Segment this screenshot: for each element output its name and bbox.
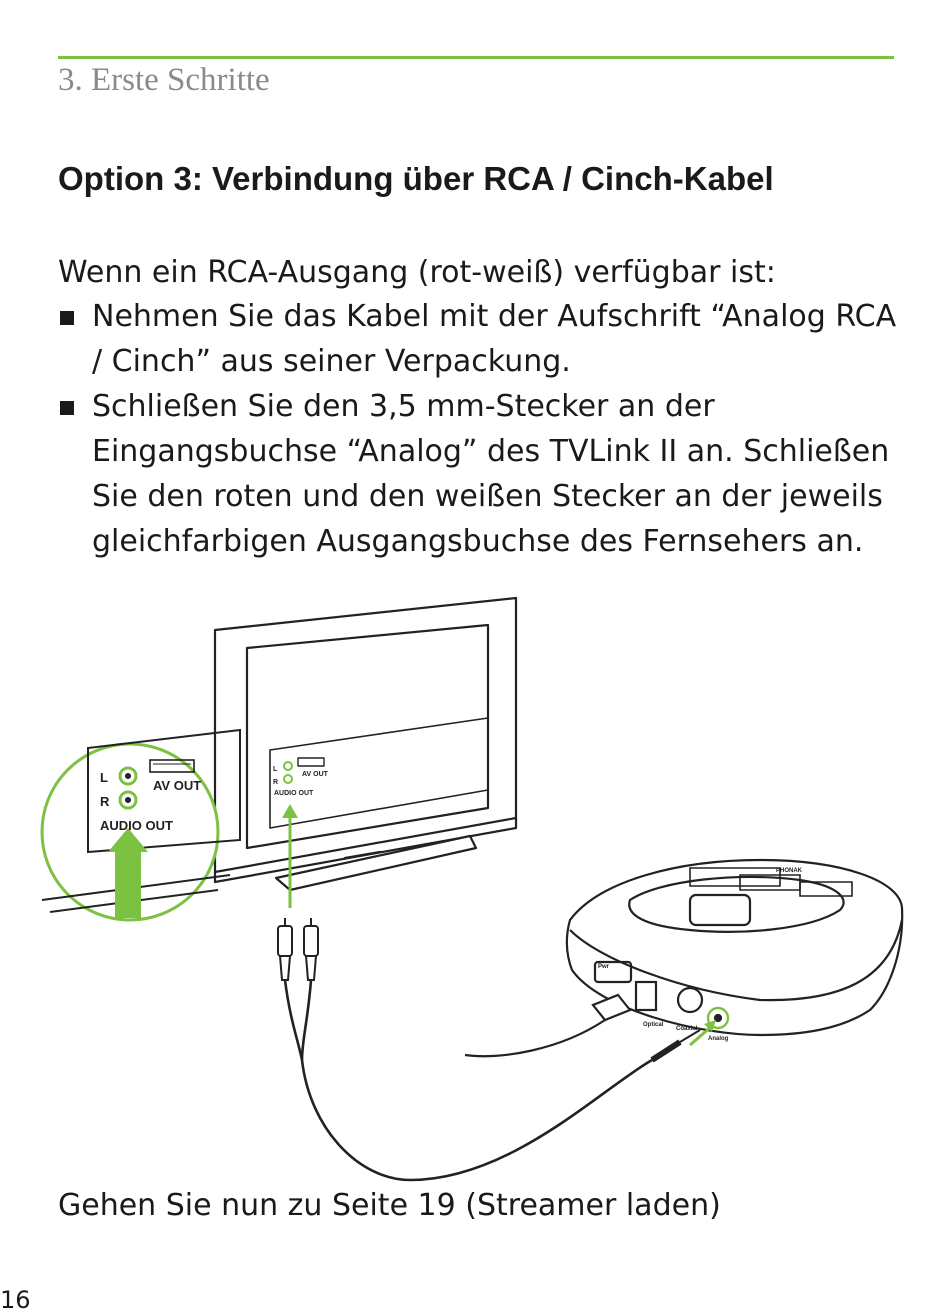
header-rule <box>58 56 894 59</box>
tv-label-r: R <box>273 779 279 786</box>
zoom-label-av-out: AV OUT <box>153 778 202 793</box>
port-label-analog: Analog <box>708 1036 729 1042</box>
next-step-text: Gehen Sie nun zu Seite 19 (Streamer laden) <box>58 1188 721 1223</box>
list-item <box>58 294 908 384</box>
bullet-square-icon <box>60 401 74 415</box>
page-number: 16 <box>0 1286 31 1314</box>
zoom-label-audio-out: AUDIO OUT <box>100 818 173 833</box>
tv-label-l: L <box>273 766 278 773</box>
bullet-square-icon <box>60 311 74 325</box>
zoom-label-l: L <box>100 770 108 785</box>
zoom-label-r: R <box>100 794 110 809</box>
section-title: 3. Erste Schritte <box>58 62 270 98</box>
page-heading: Option 3: Verbindung über RCA / Cinch-Kabel <box>58 160 774 197</box>
brand-logo: PHONAK <box>776 868 803 874</box>
port-label-optical: Optical <box>643 1022 664 1028</box>
intro-text: Wenn ein RCA-Ausgang (rot-weiß) verfügbar ist: <box>58 255 776 290</box>
port-label-power: Pwr <box>598 964 610 970</box>
bullet-text: Nehmen Sie das Kabel mit der Aufschrift “Analog RCA / Cinch” aus seiner Verpackung. <box>92 299 897 379</box>
tv-illustration <box>215 598 516 890</box>
port-label-coaxial: Coaxial <box>676 1026 698 1032</box>
tv-label-av-out: AV OUT <box>302 771 328 778</box>
connection-illustration <box>40 590 920 1190</box>
bullet-text: Schließen Sie den 3,5 mm-Stecker an der Eingangsbuchse “Analog” des TVLink II an. Schließen Sie den roten und den weißen Stecker an der jeweils gleichfarbigen Ausgangsbuchse des Fernsehers an. <box>92 389 890 559</box>
list-item <box>58 384 908 564</box>
instruction-list <box>58 294 908 564</box>
tv-label-audio-out: AUDIO OUT <box>274 790 314 797</box>
